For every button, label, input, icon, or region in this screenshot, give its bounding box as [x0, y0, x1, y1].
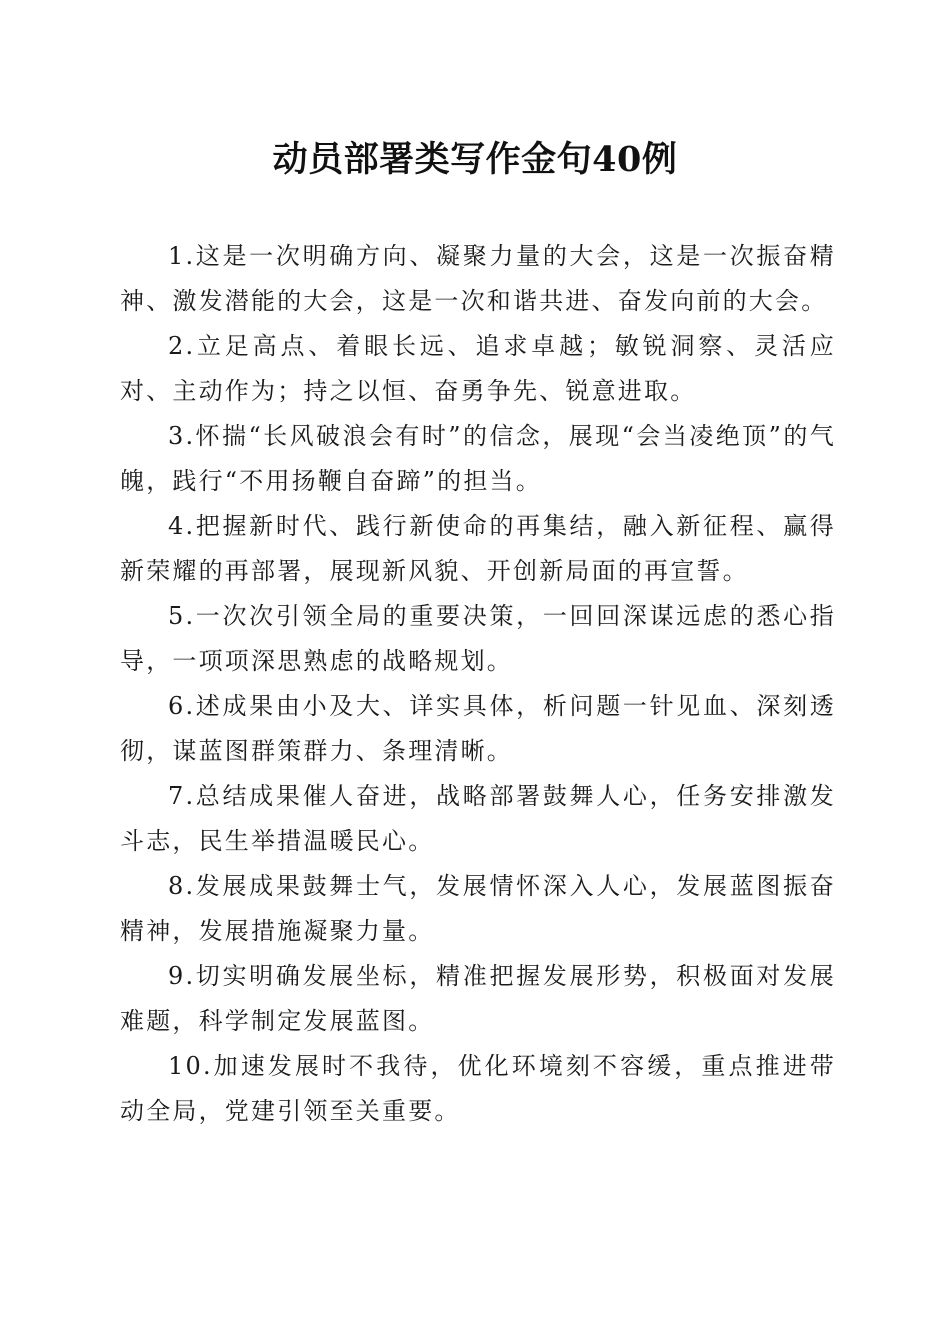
list-item: 6.述成果由小及大、详实具体，析问题一针见血、深刻透彻，谋蓝图群策群力、条理清晰。	[120, 692, 836, 765]
list-item: 3.怀揣“长风破浪会有时”的信念，展现“会当凌绝顶”的气魄，践行“不用扬鞭自奋蹄”的担当。	[120, 422, 836, 495]
document-title: 动员部署类写作金句40例	[272, 139, 678, 180]
list-item: 1.这是一次明确方向、凝聚力量的大会，这是一次振奋精神、激发潜能的大会，这是一次和谐共进、奋发向前的大会。	[120, 242, 836, 315]
list-item: 9.切实明确发展坐标，精准把握发展形势，积极面对发展难题，科学制定发展蓝图。	[120, 962, 836, 1035]
list-item: 4.把握新时代、践行新使命的再集结，融入新征程、赢得新荣耀的再部署，展现新风貌、开创新局面的再宣誓。	[120, 512, 836, 585]
list-item: 5.一次次引领全局的重要决策，一回回深谋远虑的悉心指导，一项项深思熟虑的战略规划。	[120, 602, 836, 675]
list-item: 2.立足高点、着眼长远、追求卓越；敏锐洞察、灵活应对、主动作为；持之以恒、奋勇争先、锐意进取。	[120, 332, 836, 405]
list-item: 7.总结成果催人奋进，战略部署鼓舞人心，任务安排激发斗志，民生举措温暖民心。	[120, 782, 836, 855]
list-item: 10.加速发展时不我待，优化环境刻不容缓，重点推进带动全局，党建引领至关重要。	[120, 1052, 836, 1125]
document-body	[120, 234, 836, 1134]
list-item: 8.发展成果鼓舞士气，发展情怀深入人心，发展蓝图振奋精神，发展措施凝聚力量。	[120, 872, 836, 945]
